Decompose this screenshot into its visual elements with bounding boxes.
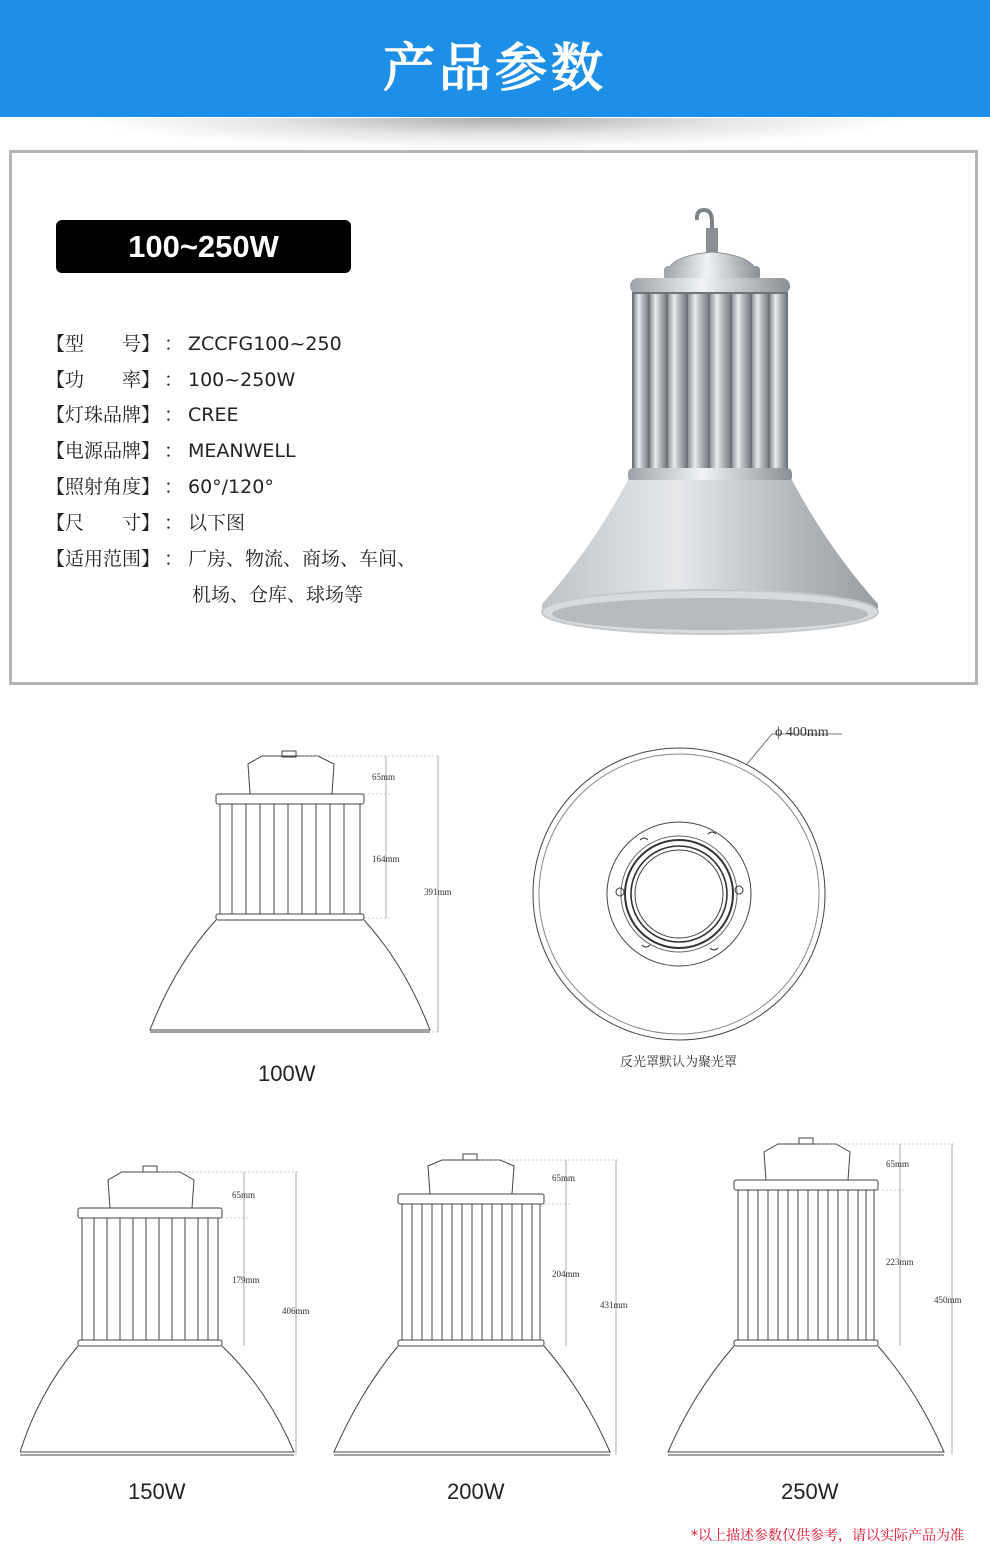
reflector-note: 反光罩默认为聚光罩	[620, 1055, 738, 1070]
header-banner	[0, 0, 990, 117]
high-bay-lamp-image	[530, 200, 890, 640]
dim-label: 431mm	[600, 1300, 628, 1310]
spec-row-size: 【尺 寸】 ： 以下图	[46, 512, 246, 534]
dim-label: 179mm	[232, 1275, 260, 1285]
spec-value: MEANWELL	[188, 440, 296, 462]
spec-row-model: 【型 号】 ： ZCCFG100~250	[46, 333, 342, 355]
spec-row-power: 【功 率】 ： 100~250W	[46, 369, 296, 391]
spec-label: 【型 号】	[46, 333, 161, 355]
spec-value: CREE	[188, 404, 239, 426]
dim-label: 65mm	[552, 1173, 576, 1183]
drawing-100w	[140, 745, 470, 1045]
dim-label: 65mm	[372, 772, 396, 782]
drawing-150w	[20, 1160, 330, 1460]
spec-label: 【灯珠品牌】	[46, 404, 161, 426]
dim-label: 65mm	[886, 1159, 910, 1169]
drawing-250w	[660, 1134, 980, 1460]
spec-row-led: 【灯珠品牌】 ： CREE	[46, 404, 239, 426]
disclaimer-text: *以上描述参数仅供参考，请以实际产品为准	[691, 1528, 964, 1544]
caption-200w: 200W	[447, 1479, 505, 1504]
spec-value: 厂房、物流、商场、车间、	[188, 548, 417, 570]
spec-row-angle: 【照射角度】 ： 60°/120°	[46, 476, 274, 498]
page-title: 产品参数	[382, 39, 607, 99]
spec-value: 机场、仓库、球场等	[192, 584, 364, 606]
spec-row-driver: 【电源品牌】 ： MEANWELL	[46, 440, 296, 462]
spec-label: 【照射角度】	[46, 476, 161, 498]
spec-row-application-cont	[192, 583, 363, 607]
dim-label: 65mm	[232, 1190, 256, 1200]
caption-100w: 100W	[258, 1061, 316, 1086]
banner-shadow	[90, 118, 900, 148]
spec-label: 【尺 寸】	[46, 512, 161, 534]
spec-row-application: 【适用范围】 ： 厂房、物流、商场、车间、	[46, 548, 417, 570]
caption-250w: 250W	[781, 1479, 839, 1504]
drawing-top-view	[520, 715, 860, 1050]
spec-value: ZCCFG100~250	[188, 333, 342, 355]
spec-value: 100~250W	[188, 369, 296, 391]
caption-150w: 150W	[128, 1479, 186, 1504]
dim-label: 450mm	[934, 1295, 962, 1305]
spec-value: 以下图	[188, 512, 246, 534]
dim-label: 223mm	[886, 1257, 914, 1267]
spec-label: 【功 率】	[46, 369, 161, 391]
diameter-label: ϕ 400mm	[775, 725, 829, 740]
spec-value: 60°/120°	[188, 476, 274, 498]
drawing-200w	[330, 1150, 650, 1460]
spec-label: 【电源品牌】	[46, 440, 161, 462]
dim-label: 164mm	[372, 854, 400, 864]
wattage-badge: 100~250W	[56, 220, 351, 273]
dim-label: 406mm	[282, 1306, 310, 1316]
dim-label: 391mm	[424, 887, 452, 897]
dim-label: 204mm	[552, 1269, 580, 1279]
spec-label: 【适用范围】	[46, 548, 161, 570]
